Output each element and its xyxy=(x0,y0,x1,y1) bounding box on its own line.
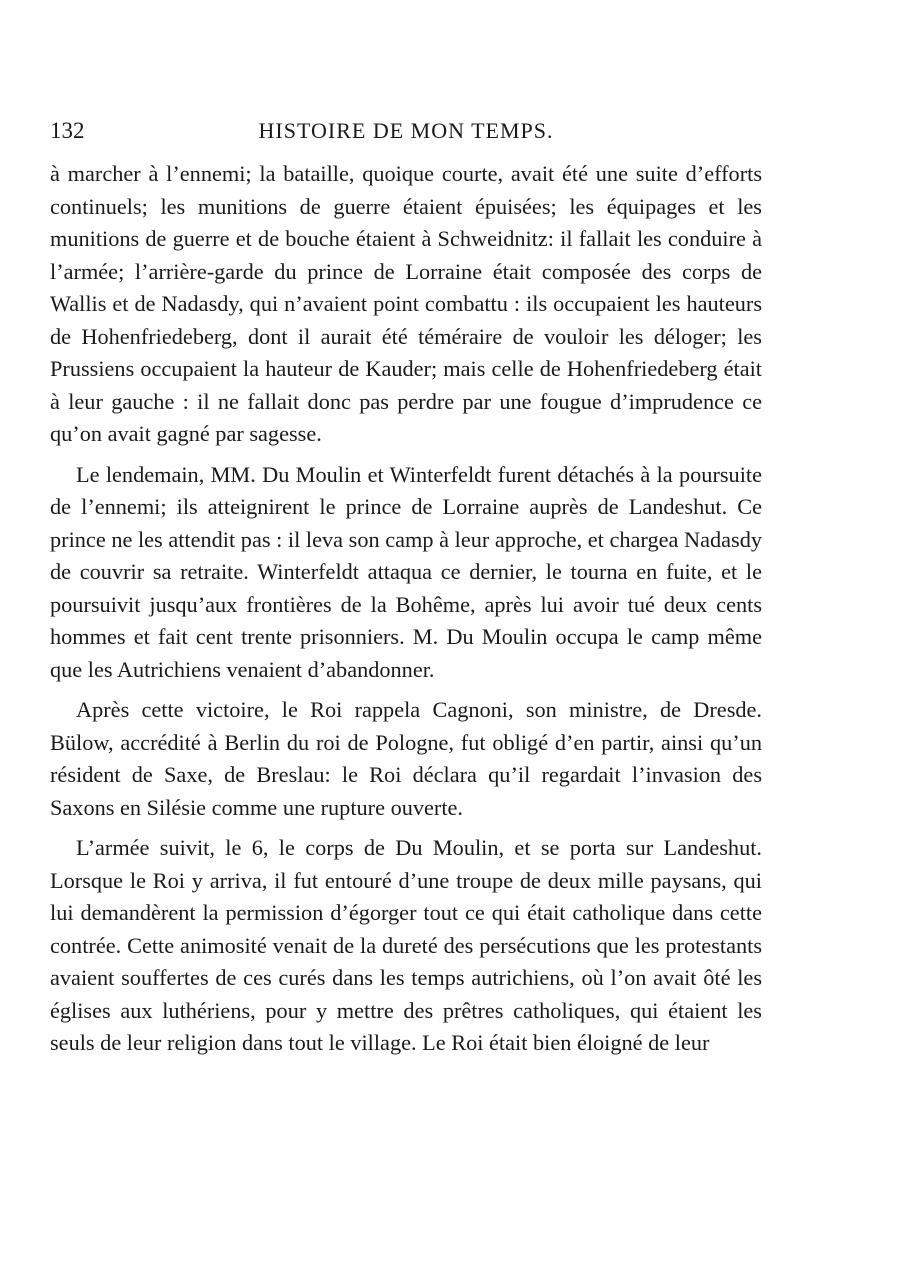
paragraph: à marcher à l’ennemi; la bataille, quoique courte, avait été une suite d’efforts continuels; les munitions de guerre étaient épuisées; les équipages et les munitions de guerre et de bouche étaient à Schweidnitz: il fallait les conduire à l’armée; l’arrière-garde du prince de Lorraine était composée des corps de Wallis et de Nadasdy, qui n’avaient point combattu : ils occupaient les hauteurs de Hohenfriedeberg, dont il aurait été téméraire de vouloir les déloger; les Prussiens occupaient la hauteur de Kauder; mais celle de Hohenfriedeberg était à leur gauche : il ne fallait donc pas perdre par une fougue d’imprudence ce qu’on avait gagné par sagesse. xyxy=(50,161,762,446)
page-header xyxy=(50,118,762,150)
paragraph: Le lendemain, MM. Du Moulin et Winterfeldt furent détachés à la poursuite de l’ennemi; ils atteignirent le prince de Lorraine auprès de Landeshut. Ce prince ne les attendit pas : il leva son camp à leur approche, et chargea Nadasdy de couvrir sa retraite. Winterfeldt attaqua ce dernier, le tourna en fuite, et le poursuivit jusqu’aux frontières de la Bohême, après lui avoir tué deux cents hommes et fait cent trente prisonniers. M. Du Moulin occupa le camp même que les Autrichiens venaient d’abandonner. xyxy=(50,461,762,682)
running-title: HISTOIRE DE MON TEMPS. xyxy=(258,118,554,143)
text-body xyxy=(50,158,762,1060)
paragraph: Après cette victoire, le Roi rappela Cagnoni, son ministre, de Dresde. Bülow, accrédité à Berlin du roi de Pologne, fut obligé d’en partir, ainsi qu’un résident de Saxe, de Breslau: le Roi déclara qu’il regardait l’invasion des Saxons en Silésie comme une rupture ouverte. xyxy=(50,697,762,820)
page-number: 132 xyxy=(50,118,85,143)
paragraph: L’armée suivit, le 6, le corps de Du Moulin, et se porta sur Landeshut. Lorsque le Roi y arriva, il fut entouré d’une troupe de deux mille paysans, qui lui demandèrent la permission d’égorger tout ce qui était catholique dans cette contrée. Cette animosité venait de la dureté des persécutions que les protestants avaient souffertes de ces curés dans les temps autrichiens, où l’on avait ôté les églises aux luthériens, pour y mettre des prêtres catholiques, qui étaient les seuls de leur religion dans tout le village. Le Roi était bien éloigné de leur xyxy=(50,835,762,1055)
